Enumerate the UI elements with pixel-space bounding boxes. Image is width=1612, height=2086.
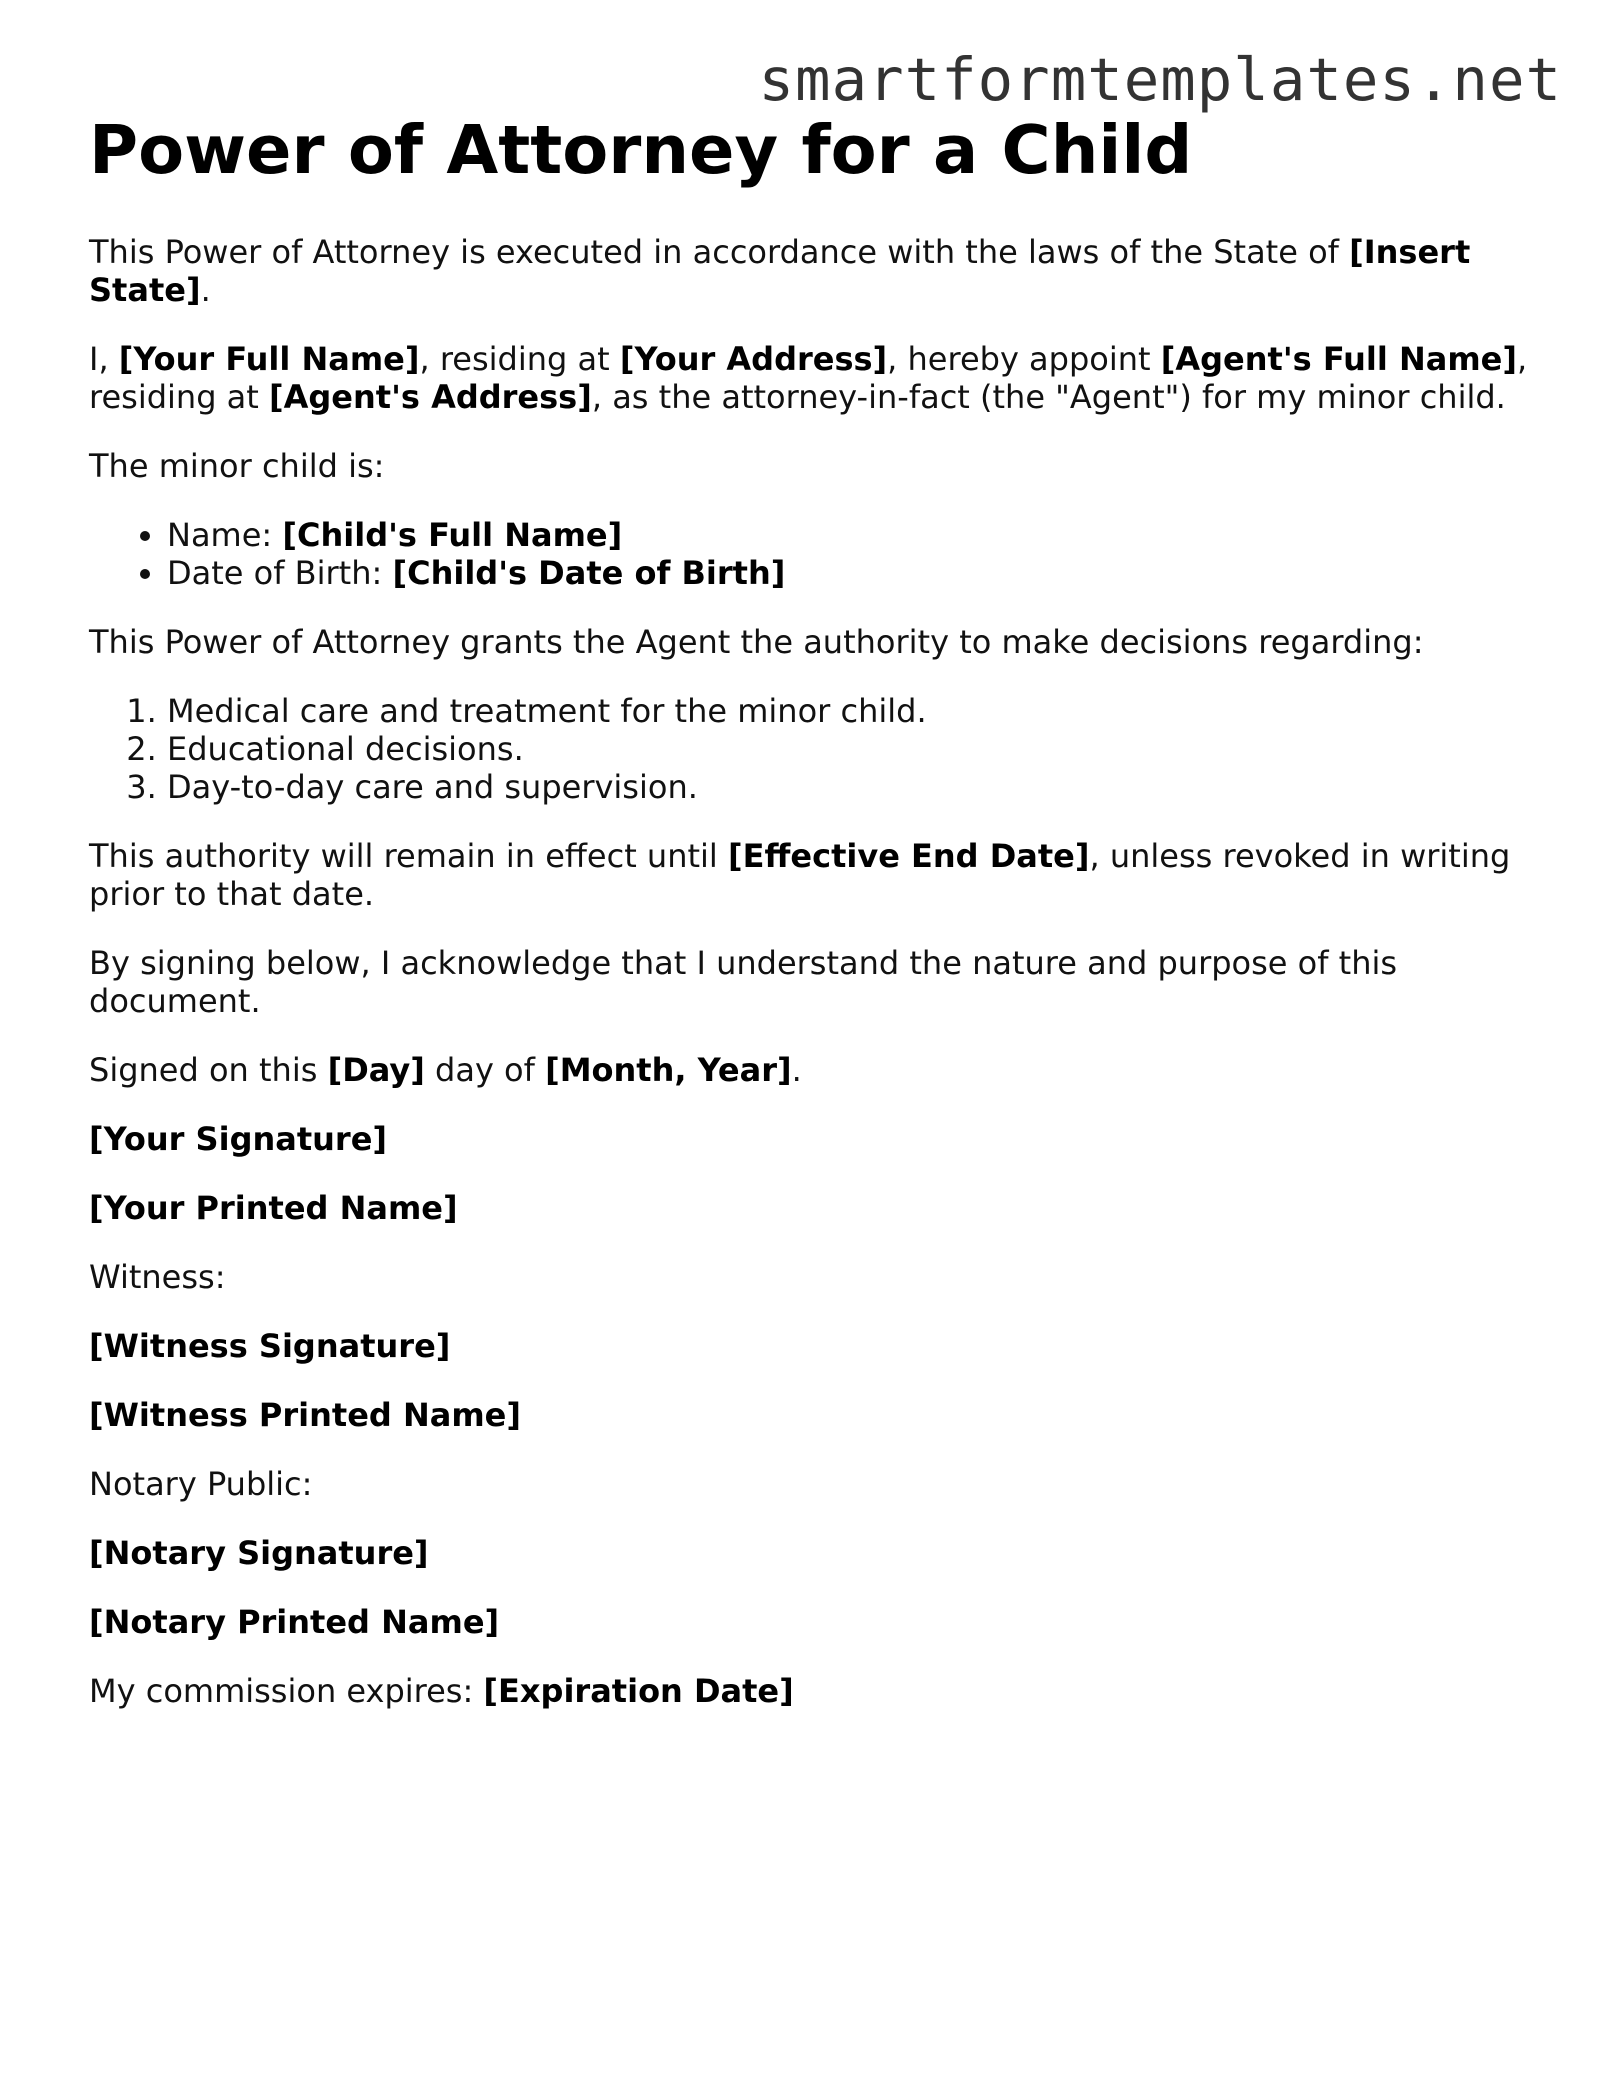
appointment-paragraph	[89, 340, 1529, 416]
witness-label: Witness:	[89, 1258, 226, 1297]
site-watermark: smartformtemplates.net	[758, 45, 1562, 114]
signed-date-paragraph	[89, 1051, 1529, 1089]
notary-printed-name-line	[89, 1603, 1529, 1641]
state-placeholder: [Insert State]	[89, 233, 1471, 310]
document-body	[89, 112, 1529, 1741]
notary-label: Notary Public:	[89, 1465, 313, 1504]
duration-paragraph	[89, 837, 1529, 913]
your-signature-line	[89, 1120, 1529, 1158]
your-address-placeholder: [Your Address]	[619, 340, 888, 379]
signed-text-1: Signed on this	[89, 1051, 328, 1090]
agent-address-placeholder: [Agent's Address]	[269, 378, 592, 417]
your-printed-name-placeholder: [Your Printed Name]	[89, 1189, 458, 1228]
child-name-placeholder: [Child's Full Name]	[282, 516, 623, 555]
child-dob-placeholder: [Child's Date of Birth]	[392, 554, 786, 593]
jurisdiction-end: .	[200, 271, 211, 310]
your-signature-placeholder: [Your Signature]	[89, 1120, 388, 1159]
expiration-date-placeholder: [Expiration Date]	[483, 1672, 794, 1711]
authority-item: 2. Educational decisions.	[167, 730, 1529, 768]
jurisdiction-paragraph	[89, 233, 1529, 309]
day-placeholder: [Day]	[327, 1051, 425, 1090]
acknowledgement-paragraph: By signing below, I acknowledge that I understand the nature and purpose of this document.	[89, 944, 1398, 1021]
authority-item: 3. Day-to-day care and supervision.	[167, 768, 1529, 806]
your-printed-name-line	[89, 1189, 1529, 1227]
signed-text-3: .	[791, 1051, 802, 1090]
appointment-text-4: , residing at	[89, 340, 1528, 417]
notary-signature-line	[89, 1534, 1529, 1572]
child-dob-item	[167, 554, 1529, 592]
authority-item: 1. Medical care and treatment for the minor child.	[167, 692, 1529, 730]
appointment-text-1: I,	[89, 340, 119, 379]
child-details-list	[89, 516, 1529, 592]
notary-signature-placeholder: [Notary Signature]	[89, 1534, 429, 1573]
authority-list	[89, 692, 1529, 806]
commission-expiry-line	[89, 1672, 1529, 1710]
appointment-text-3: , hereby appoint	[887, 340, 1161, 379]
witness-printed-name-line	[89, 1396, 1529, 1434]
authority-intro: This Power of Attorney grants the Agent the authority to make decisions regarding:	[89, 623, 1424, 662]
child-name-item	[167, 516, 1529, 554]
agent-name-placeholder: [Agent's Full Name]	[1160, 340, 1517, 379]
appointment-text-5: , as the attorney-in-fact (the "Agent") for my minor child.	[591, 378, 1506, 417]
commission-label: My commission expires:	[89, 1672, 484, 1711]
duration-text-1: This authority will remain in effect until	[89, 837, 728, 876]
notary-printed-name-placeholder: [Notary Printed Name]	[89, 1603, 500, 1642]
end-date-placeholder: [Effective End Date]	[727, 837, 1090, 876]
witness-signature-line	[89, 1327, 1529, 1365]
document-title: Power of Attorney for a Child	[89, 111, 1193, 189]
child-dob-label: Date of Birth:	[167, 554, 393, 593]
signed-text-2: day of	[424, 1051, 546, 1090]
your-name-placeholder: [Your Full Name]	[118, 340, 420, 379]
appointment-text-2: , residing at	[419, 340, 620, 379]
duration-text-2: , unless revoked in writing prior to that date.	[89, 837, 1511, 914]
minor-child-intro: The minor child is:	[89, 447, 385, 486]
child-name-label: Name:	[167, 516, 283, 555]
month-year-placeholder: [Month, Year]	[545, 1051, 792, 1090]
witness-signature-placeholder: [Witness Signature]	[89, 1327, 451, 1366]
jurisdiction-text: This Power of Attorney is executed in accordance with the laws of the State of	[89, 233, 1350, 272]
witness-printed-name-placeholder: [Witness Printed Name]	[89, 1396, 521, 1435]
